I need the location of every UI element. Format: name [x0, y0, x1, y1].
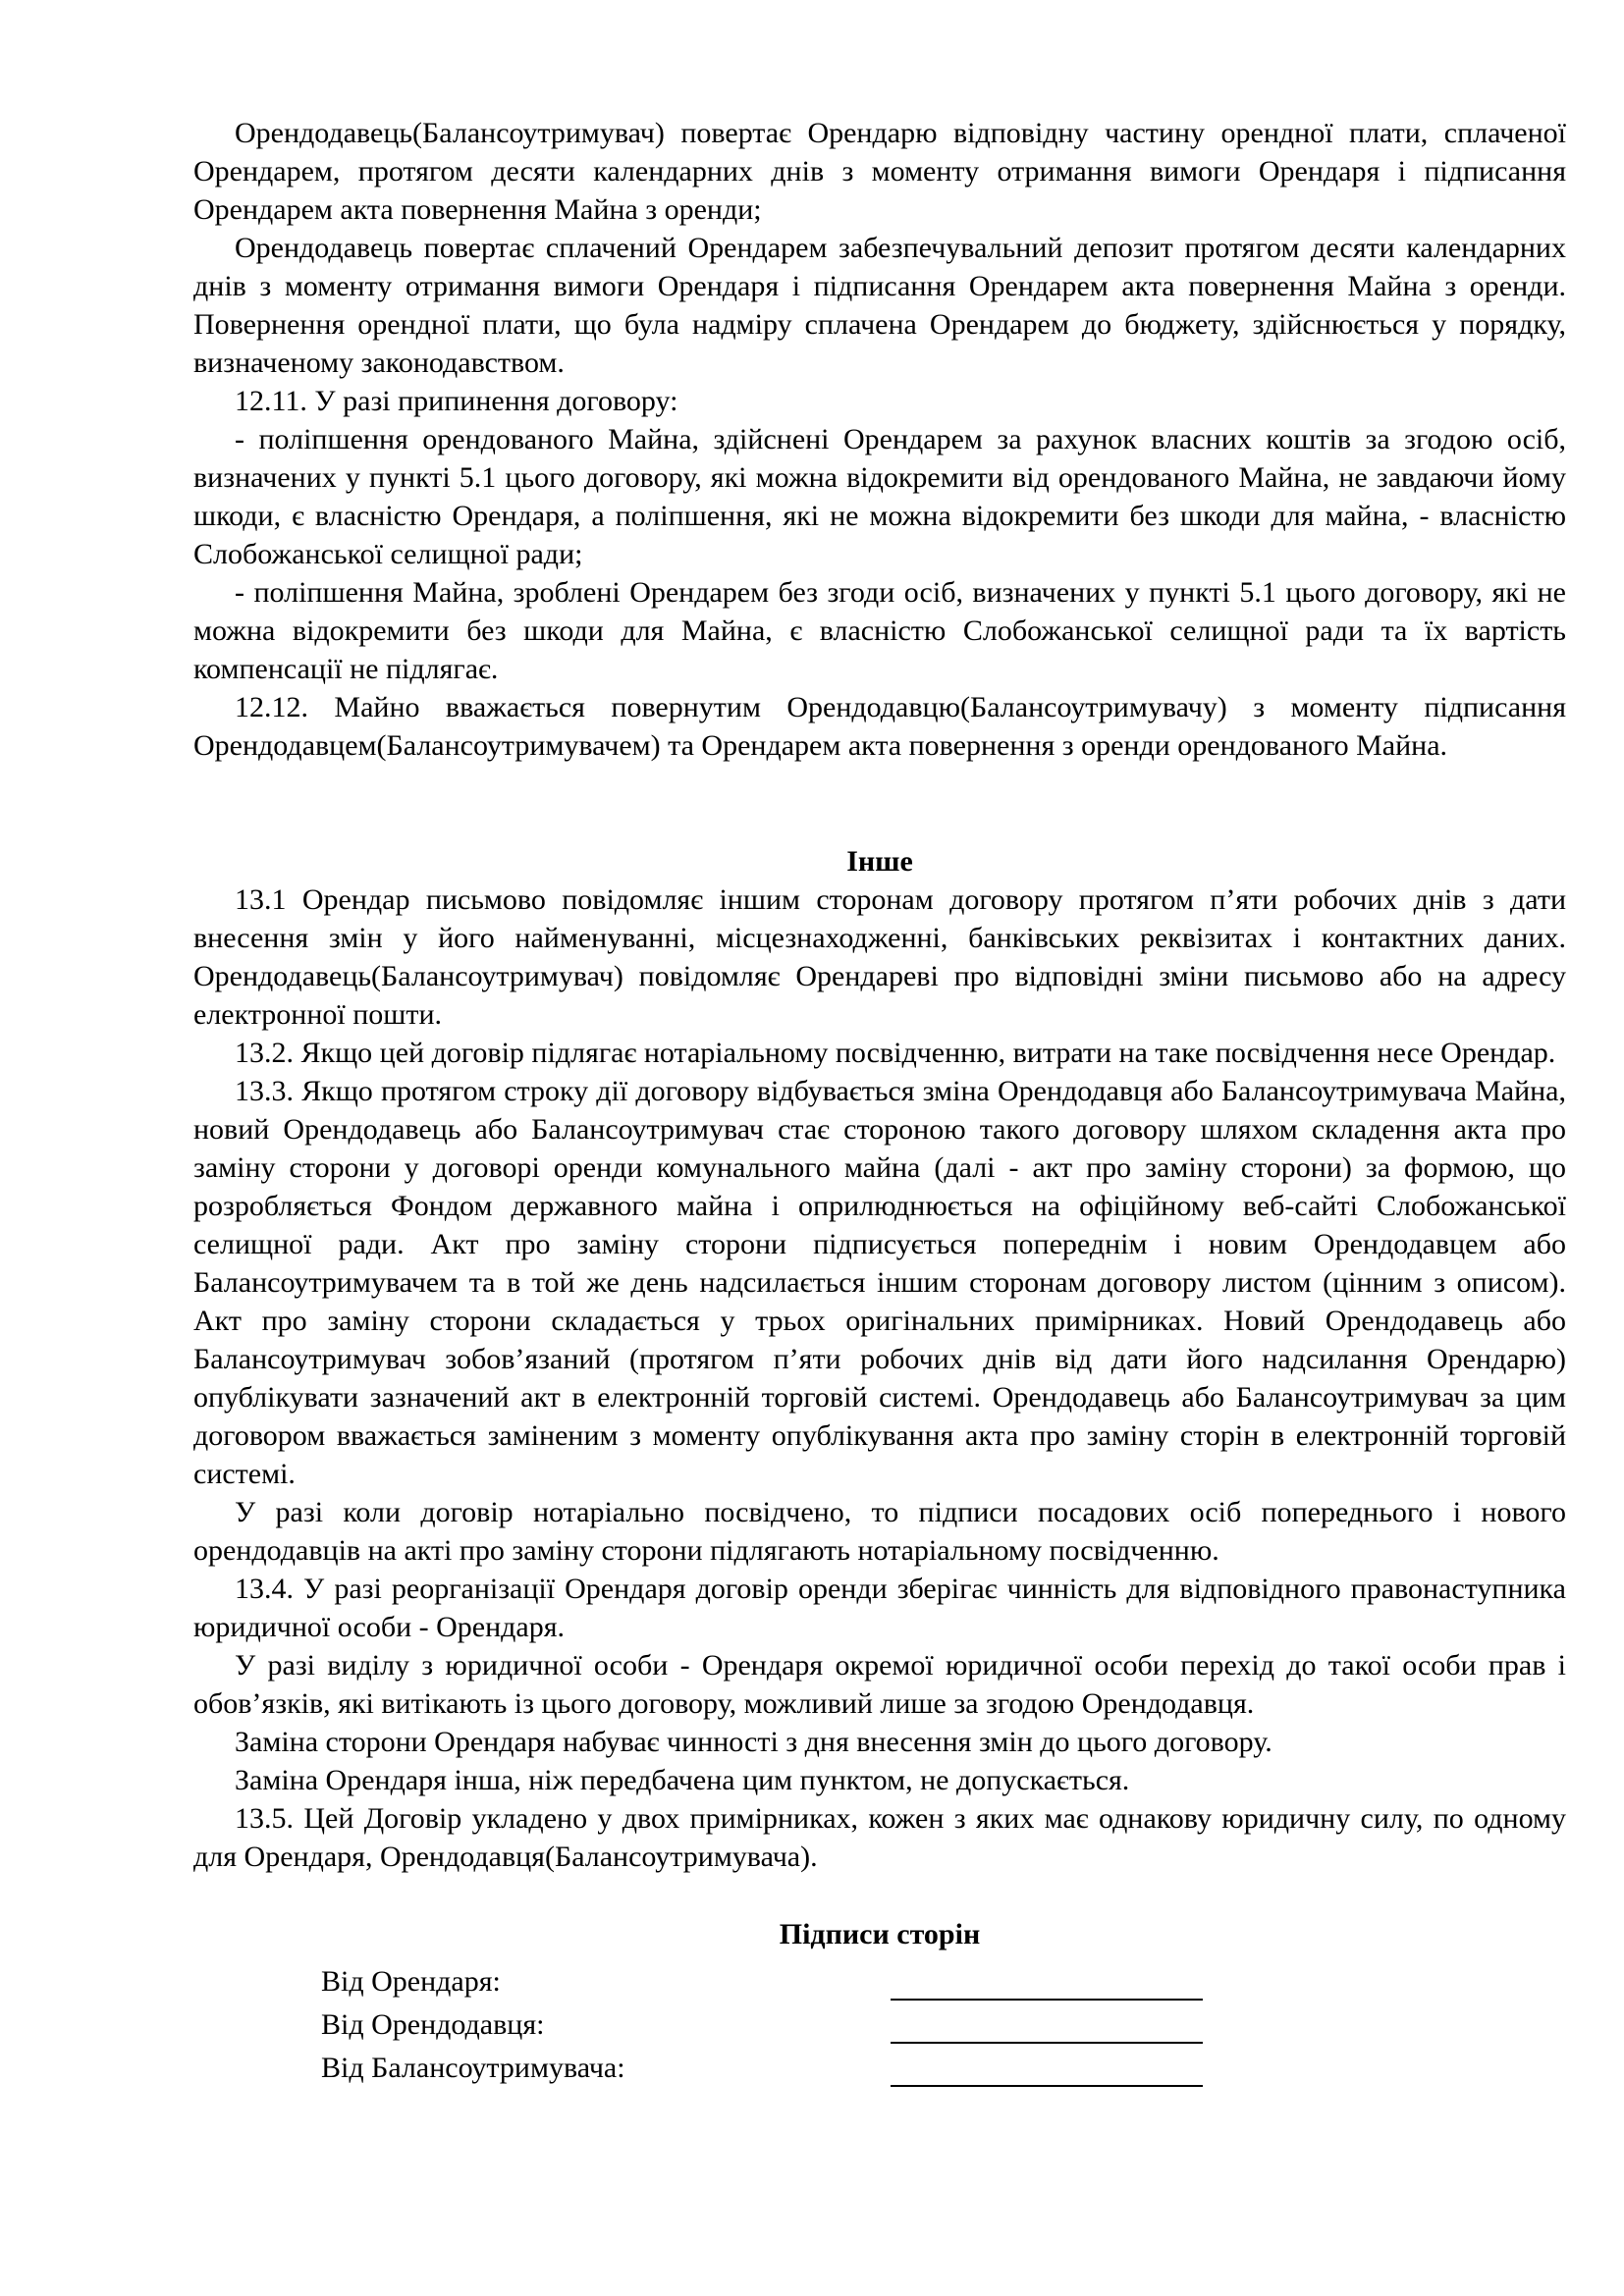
paragraph: 13.2. Якщо цей договір підлягає нотаріальному посвідченню, витрати на таке посвідчення несе Орендар. [235, 1037, 1556, 1069]
paragraph: 13.4. У разі реорганізації Орендаря договір оренди зберігає чинність для відповідного правонаступника юридичної особи - Орендаря. [193, 1573, 1566, 1643]
paragraph: 13.5. Цей Договір укладено у двох примірниках, кожен з яких має однакову юридичну силу, по одному для Орендаря, Орендодавця(Балансоутримувача). [193, 1802, 1566, 1873]
document-page [193, 114, 1566, 2087]
signature-line [891, 2012, 1203, 2044]
paragraph: - поліпшення орендованого Майна, здійснені Орендарем за рахунок власних коштів за згодою осіб, визначених у пункті 5.1 цього договору, які можна відокремити від орендованого Майна, не завдаючи йому шкоди, є власністю Орендаря, а поліпшення, які не можна відокремити без шкоди для майна, - власністю Слобожанської селищної ради; [193, 423, 1566, 570]
paragraph: Орендодавець(Балансоутримувач) повертає Орендарю відповідну частину орендної плати, сплаченої Орендарем, протягом десяти календарних днів з моменту отримання вимоги Орендаря і підписання Орендарем акта повернення Майна з оренди; [193, 117, 1566, 226]
paragraph: 13.1 Орендар письмово повідомляє іншим сторонам договору протягом п’яти робочих днів з дати внесення змін у його найменуванні, місцезнаходженні, банківських реквізитах і контактних даних. Орендодавець(Балансоутримувач) повідомляє Орендареві про відповідні зміни письмово або на адресу електронної пошти. [193, 883, 1566, 1031]
paragraph: 13.3. Якщо протягом строку дії договору відбувається зміна Орендодавця або Балансоутримувача Майна, новий Орендодавець або Балансоутримувач стає стороною такого договору шляхом складення акта про заміну сторони у договорі оренди комунального майна (далі - акт про заміну сторони) за формою, що розробляється Фондом державного майна і оприлюднюється на офіційному веб-сайті Слобожанської селищної ради. Акт про заміну сторони підписується попереднім і новим Орендодавцем або Балансоутримувачем та в той же день надсилається іншим сторонам договору листом (цінним з описом). Акт про заміну сторони складається у трьох оригінальних примірниках. Новий Орендодавець або Балансоутримувач зобов’язаний (протягом п’яти робочих днів від дати його надсилання Орендарю) опублікувати зазначений акт в електронній торговій системі. Орендодавець або Балансоутримувач за цим договором вважається заміненим з моменту опублікування акта про заміну сторін в електронній торговій системі. [193, 1075, 1566, 1490]
signature-label: Від Орендодавця: [321, 2008, 545, 2041]
signature-label: Від Орендаря: [321, 1965, 501, 1998]
paragraph: - поліпшення Майна, зроблені Орендарем без згоди осіб, визначених у пункті 5.1 цього договору, які не можна відокремити без шкоди для Майна, є власністю Слобожанської селищної ради та їх вартість компенсації не підлягає. [193, 576, 1566, 685]
section-title: Інше [846, 845, 913, 878]
signature-row-balance-holder [321, 2044, 1566, 2087]
signatures-block [321, 1957, 1566, 2087]
signature-line [891, 2056, 1203, 2087]
paragraph: У разі коли договір нотаріально посвідчено, то підписи посадових осіб попереднього і нового орендодавців на акті про заміну сторони підлягають нотаріальному посвідченню. [193, 1496, 1566, 1567]
signature-row-landlord [321, 2001, 1566, 2044]
signature-label: Від Балансоутримувача: [321, 2052, 625, 2084]
signatures-title: Підписи сторін [779, 1918, 981, 1950]
paragraph: 12.11. У разі припинення договору: [235, 385, 678, 417]
signature-line [891, 1969, 1203, 2001]
paragraph: 12.12. Майно вважається повернутим Орендодавцю(Балансоутримувачу) з моменту підписання Орендодавцем(Балансоутримувачем) та Орендарем акта повернення з оренди орендованого Майна. [193, 691, 1566, 762]
paragraph: Заміна сторони Орендаря набуває чинності з дня внесення змін до цього договору. [235, 1726, 1272, 1758]
paragraph: У разі виділу з юридичної особи - Орендаря окремої юридичної особи перехід до такої особи прав і обов’язків, які витікають із цього договору, можливий лише за згодою Орендодавця. [193, 1649, 1566, 1720]
paragraph: Орендодавець повертає сплачений Орендарем забезпечувальний депозит протягом десяти календарних днів з моменту отримання вимоги Орендаря і підписання Орендарем акта повернення Майна з оренди. Повернення орендної плати, що була надміру сплачена Орендарем до бюджету, здійснюється у порядку, визначеному законодавством. [193, 232, 1566, 379]
paragraph: Заміна Орендаря інша, ніж передбачена цим пунктом, не допускається. [235, 1764, 1130, 1796]
signature-row-tenant [321, 1957, 1566, 2001]
